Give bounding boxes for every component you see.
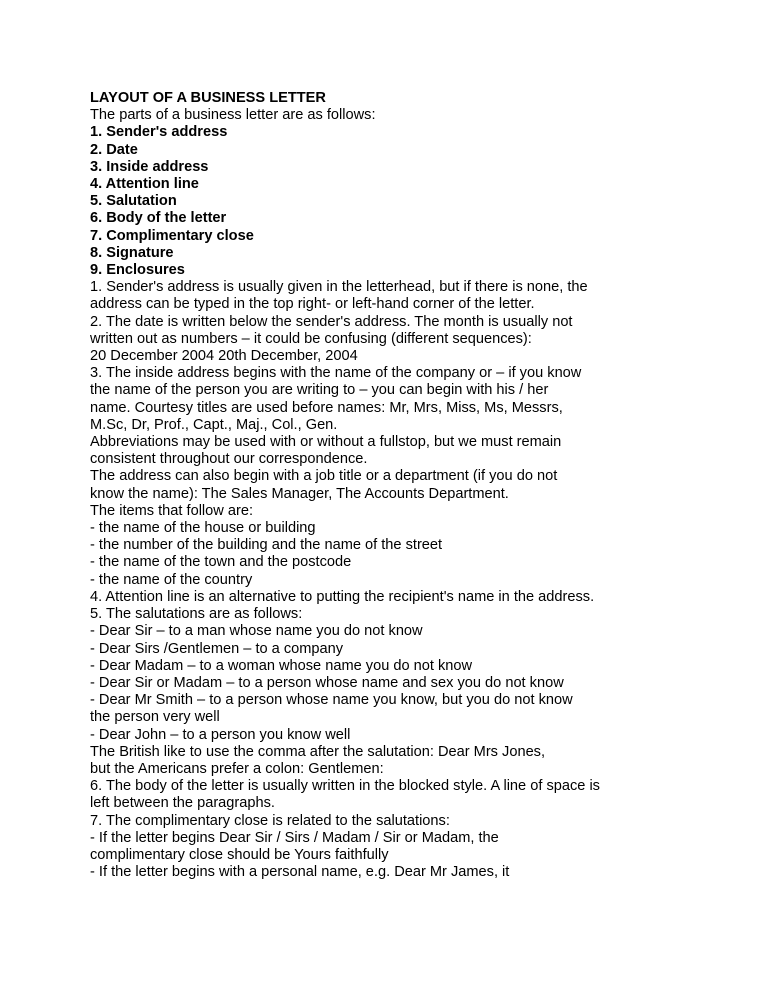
body-line: name. Courtesy titles are used before names: Mr, Mrs, Miss, Ms, Messrs, xyxy=(90,399,563,416)
body-line: address can be typed in the top right- or left-hand corner of the letter. xyxy=(90,296,535,313)
body-line: - Dear Mr Smith – to a person whose name you know, but you do not know xyxy=(90,692,573,709)
body-line: Abbreviations may be used with or without a fullstop, but we must remain xyxy=(90,434,562,451)
body-line: - Dear Sir – to a man whose name you do not know xyxy=(90,623,423,640)
body-line: 6. The body of the letter is usually written in the blocked style. A line of space is xyxy=(90,778,600,795)
body-line: left between the paragraphs. xyxy=(90,795,275,812)
body-line: The British like to use the comma after the salutation: Dear Mrs Jones, xyxy=(90,743,546,760)
page-title: LAYOUT OF A BUSINESS LETTER xyxy=(90,90,326,106)
body-line: 5. The salutations are as follows: xyxy=(90,606,303,623)
parts-list-item: 1. Sender's address xyxy=(90,124,228,141)
body-line: the person very well xyxy=(90,709,220,726)
body-line: - the name of the town and the postcode xyxy=(90,554,352,571)
body-line: 20 December 2004 20th December, 2004 xyxy=(90,348,358,365)
body-line: 2. The date is written below the sender's address. The month is usually not xyxy=(90,313,573,330)
body-line: M.Sc, Dr, Prof., Capt., Maj., Col., Gen. xyxy=(90,416,338,433)
intro-text: The parts of a business letter are as follows: xyxy=(90,107,376,124)
body-line: - Dear Sir or Madam – to a person whose name and sex you do not know xyxy=(90,674,564,691)
body-line: The items that follow are: xyxy=(90,502,254,519)
body-line: the name of the person you are writing to – you can begin with his / her xyxy=(90,382,549,399)
parts-list-item: 3. Inside address xyxy=(90,158,209,175)
body-line: 1. Sender's address is usually given in the letterhead, but if there is none, the xyxy=(90,279,588,296)
body-line: - Dear Sirs /Gentlemen – to a company xyxy=(90,640,344,657)
body-line: consistent throughout our correspondence. xyxy=(90,451,368,468)
body-line: - Dear John – to a person you know well xyxy=(90,726,351,743)
body-line: - Dear Madam – to a woman whose name you do not know xyxy=(90,657,473,674)
parts-list-item: 7. Complimentary close xyxy=(90,227,254,244)
body-line: - the name of the country xyxy=(90,571,253,588)
body-line: but the Americans prefer a colon: Gentlemen: xyxy=(90,760,384,777)
parts-list-item: 8. Signature xyxy=(90,244,174,261)
body-line: - If the letter begins Dear Sir / Sirs / Madam / Sir or Madam, the xyxy=(90,829,499,846)
body-line: - If the letter begins with a personal name, e.g. Dear Mr James, it xyxy=(90,864,510,881)
body-line: The address can also begin with a job title or a department (if you do not xyxy=(90,468,558,485)
body-line: complimentary close should be Yours faithfully xyxy=(90,846,389,863)
parts-list-item: 6. Body of the letter xyxy=(90,210,227,227)
body-line: - the number of the building and the name of the street xyxy=(90,537,443,554)
parts-list xyxy=(90,124,730,279)
body-line: know the name): The Sales Manager, The Accounts Department. xyxy=(90,485,509,502)
parts-list-item: 2. Date xyxy=(90,141,138,158)
body-line: - the name of the house or building xyxy=(90,520,316,537)
parts-list-item: 4. Attention line xyxy=(90,176,199,193)
body-line: 7. The complimentary close is related to the salutations: xyxy=(90,812,450,829)
body-line: written out as numbers – it could be confusing (different sequences): xyxy=(90,330,532,347)
body-line: 4. Attention line is an alternative to putting the recipient's name in the address. xyxy=(90,588,595,605)
document-page xyxy=(90,90,730,881)
parts-list-item: 5. Salutation xyxy=(90,193,177,210)
parts-list-item: 9. Enclosures xyxy=(90,262,185,279)
body-line: 3. The inside address begins with the name of the company or – if you know xyxy=(90,365,582,382)
body-text xyxy=(90,279,730,881)
